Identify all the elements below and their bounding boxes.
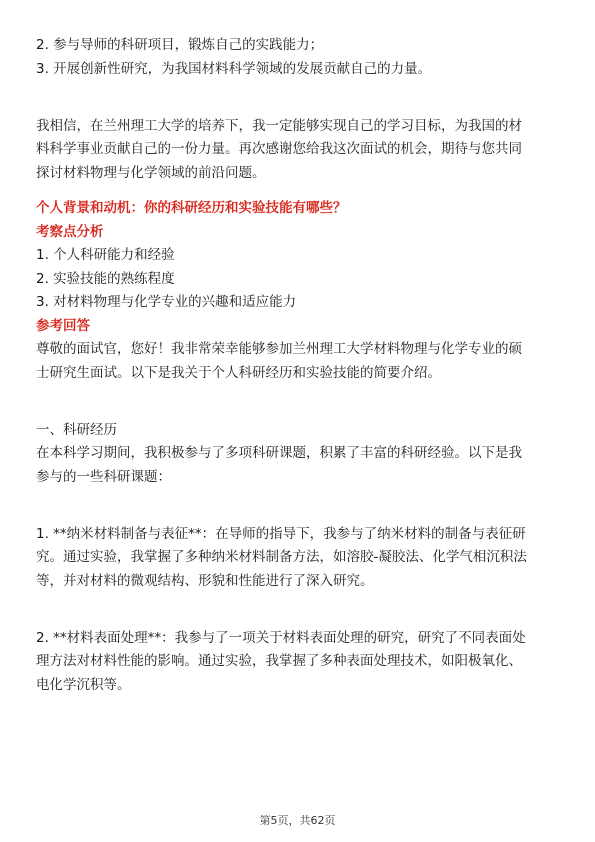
list-item: 3. 开展创新性研究，为我国材料科学领域的发展贡献自己的力量。 <box>36 60 432 77</box>
paragraph-line: 1. **纳米材料制备与表征**：在导师的指导下，我参与了纳米材料的制备与表征研 <box>36 525 526 542</box>
paragraph-line: 电化学沉积等。 <box>36 676 131 693</box>
list-item: 3. 对材料物理与化学专业的兴趣和适应能力 <box>36 294 297 310</box>
list-item: 2. 参与导师的科研项目，锻炼自己的实践能力； <box>36 37 324 53</box>
analysis-list <box>36 244 561 315</box>
page-number: 第5页，共62页 <box>259 814 336 827</box>
section-intro <box>36 442 561 489</box>
section-title: 一、科研经历 <box>36 421 117 438</box>
paragraph-line: 尊敬的面试官，您好！我非常荣幸能够参加兰州理工大学材料物理与化学专业的硕 <box>36 341 522 357</box>
question-heading: 个人背景和动机：你的科研经历和实验技能有哪些？ <box>36 200 347 216</box>
paragraph-line: 参与的一些科研课题： <box>36 468 171 485</box>
closing-paragraph <box>36 115 561 186</box>
paragraph-line: 探讨材料物理与化学领域的前沿问题。 <box>36 164 266 181</box>
answer-intro <box>36 338 561 385</box>
research-item-two <box>36 627 561 698</box>
paragraph-line: 等，并对材料的微观结构、形貌和性能进行了深入研究。 <box>36 572 374 589</box>
research-item-one <box>36 523 561 594</box>
page-content <box>36 34 561 697</box>
top-list <box>36 34 561 81</box>
paragraph-line: 士研究生面试。以下是我关于个人科研经历和实验技能的简要介绍。 <box>36 364 441 381</box>
answer-heading: 参考回答 <box>36 317 90 334</box>
paragraph-line: 在本科学习期间，我积极参与了多项科研课题，积累了丰富的科研经验。以下是我 <box>36 445 522 461</box>
paragraph-line: 究。通过实验，我掌握了多种纳米材料制备方法，如溶胶-凝胶法、化学气相沉积法 <box>36 549 527 565</box>
paragraph-line: 我相信，在兰州理工大学的培养下，我一定能够实现自己的学习目标，为我国的材 <box>36 117 522 134</box>
analysis-heading: 考察点分析 <box>36 223 104 240</box>
paragraph-line: 2. **材料表面处理**：我参与了一项关于材料表面处理的研究，研究了不同表面处 <box>36 629 526 646</box>
list-item: 1. 个人科研能力和经验 <box>36 247 175 263</box>
paragraph-line: 料科学事业贡献自己的一份力量。再次感谢您给我这次面试的机会，期待与您共同 <box>36 141 522 157</box>
list-item: 2. 实验技能的熟练程度 <box>36 270 175 287</box>
paragraph-line: 理方法对材料性能的影响。通过实验，我掌握了多种表面处理技术，如阳极氧化、 <box>36 653 522 669</box>
